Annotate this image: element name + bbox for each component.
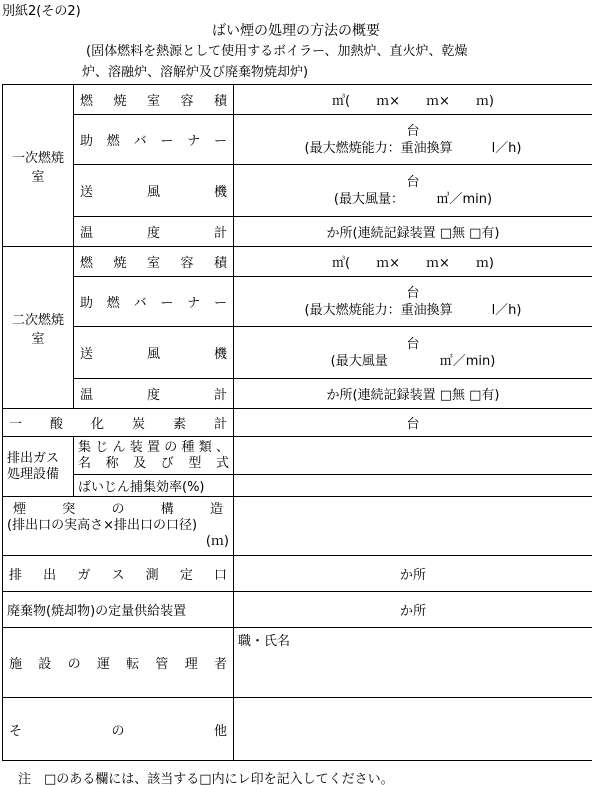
exhaust-port-label: 排出ガス測定口: [3, 556, 234, 592]
primary-thermo-field[interactable]: か所(連続記録装置 □無 □有): [234, 217, 592, 247]
document-number: 別紙2(その2): [2, 4, 81, 19]
secondary-volume-row: [3, 247, 592, 277]
collector-field[interactable]: [234, 437, 592, 475]
primary-thermo-label: 温度計: [74, 217, 234, 247]
primary-volume-label: 燃焼室容積: [74, 85, 234, 115]
primary-burner-label: 助燃バーナー: [74, 115, 234, 165]
summary-table: [2, 84, 592, 761]
primary-burner-count: 台: [406, 123, 420, 139]
chimney-label-unit: (ｍ): [205, 534, 229, 549]
secondary-thermo-row: [3, 379, 592, 409]
co-meter-label: 一酸化炭素計: [3, 409, 234, 437]
primary-fan-label: 送風機: [74, 165, 234, 217]
secondary-fan-field[interactable]: [234, 327, 592, 379]
secondary-thermo-label: 温度計: [74, 379, 234, 409]
waste-feeder-label: 廃棄物(焼却物)の定量供給装置: [3, 592, 234, 628]
secondary-burner-count: 台: [406, 285, 420, 301]
primary-volume-field[interactable]: ㎥( ｍ× ｍ× ｍ): [234, 85, 592, 115]
waste-feeder-row: [3, 592, 592, 628]
exhaust-port-row: [3, 556, 592, 592]
other-label: その他: [3, 698, 234, 761]
secondary-fan-count: 台: [406, 336, 420, 352]
secondary-thermo-field[interactable]: か所(連続記録装置 □無 □有): [234, 379, 592, 409]
waste-feeder-field[interactable]: か所: [234, 592, 592, 628]
secondary-burner-capacity: (最大燃焼能力：重油換算 l／h): [304, 302, 522, 318]
primary-burner-capacity: (最大燃焼能力：重油換算 l／h): [304, 140, 522, 156]
collector-label-line1: 集じん装置の種類、: [78, 439, 229, 455]
form-title: ばい煙の処理の方法の概要: [212, 23, 380, 39]
exhaust-treatment-line2: 処理設備: [7, 466, 60, 482]
secondary-burner-label: 助燃バーナー: [74, 277, 234, 327]
secondary-volume-field[interactable]: ㎥( ｍ× ｍ× ｍ): [234, 247, 592, 277]
collector-label: [74, 437, 234, 475]
form-subtitle-line1: (固体燃料を熱源として使用するボイラー、加熱炉、直火炉、乾燥: [86, 44, 468, 59]
efficiency-label: ばいじん捕集効率(%): [74, 475, 234, 497]
collector-label-line2: 名称及び型式: [78, 455, 229, 471]
primary-fan-row: [3, 165, 592, 217]
co-meter-field[interactable]: 台: [234, 409, 592, 437]
chimney-label-line2: (排出口の実高さ×排出口の口径): [7, 518, 198, 533]
chimney-label: [3, 497, 234, 556]
primary-fan-airflow: (最大風量： ㎥／min): [333, 191, 493, 207]
facility-manager-row: [3, 628, 592, 698]
primary-fan-field[interactable]: [234, 165, 592, 217]
form-subtitle-line2: 炉、溶融炉、溶解炉及び廃棄物焼却炉): [82, 65, 309, 80]
efficiency-field[interactable]: [234, 475, 592, 497]
primary-thermo-row: [3, 217, 592, 247]
secondary-fan-airflow: (最大風量 ㎥／min): [330, 353, 496, 369]
exhaust-treatment-category: [3, 437, 74, 497]
collector-row: [3, 437, 592, 475]
primary-burner-row: [3, 115, 592, 165]
secondary-burner-field[interactable]: [234, 277, 592, 327]
secondary-fan-label: 送風機: [74, 327, 234, 379]
primary-chamber-category: 一次燃焼室: [3, 85, 74, 247]
efficiency-row: [3, 475, 592, 497]
secondary-fan-row: [3, 327, 592, 379]
facility-manager-field[interactable]: 職・氏名: [234, 628, 592, 698]
facility-manager-label: 施設の運転管理者: [3, 628, 234, 698]
exhaust-port-field[interactable]: か所: [234, 556, 592, 592]
primary-burner-field[interactable]: [234, 115, 592, 165]
secondary-burner-row: [3, 277, 592, 327]
exhaust-treatment-line1: 排出ガス: [7, 450, 60, 466]
chimney-label-line1: 煙突の構造: [13, 502, 223, 517]
primary-fan-count: 台: [406, 174, 420, 190]
secondary-volume-label: 燃焼室容積: [74, 247, 234, 277]
primary-volume-row: [3, 85, 592, 115]
chimney-row: [3, 497, 592, 556]
other-field[interactable]: [234, 698, 592, 761]
co-meter-row: [3, 409, 592, 437]
footnote: 注 □のある欄には、該当する□内にレ印を記入してください。: [18, 772, 394, 785]
other-row: [3, 698, 592, 761]
secondary-chamber-category: 二次燃焼室: [3, 247, 74, 409]
chimney-field[interactable]: [234, 497, 592, 556]
